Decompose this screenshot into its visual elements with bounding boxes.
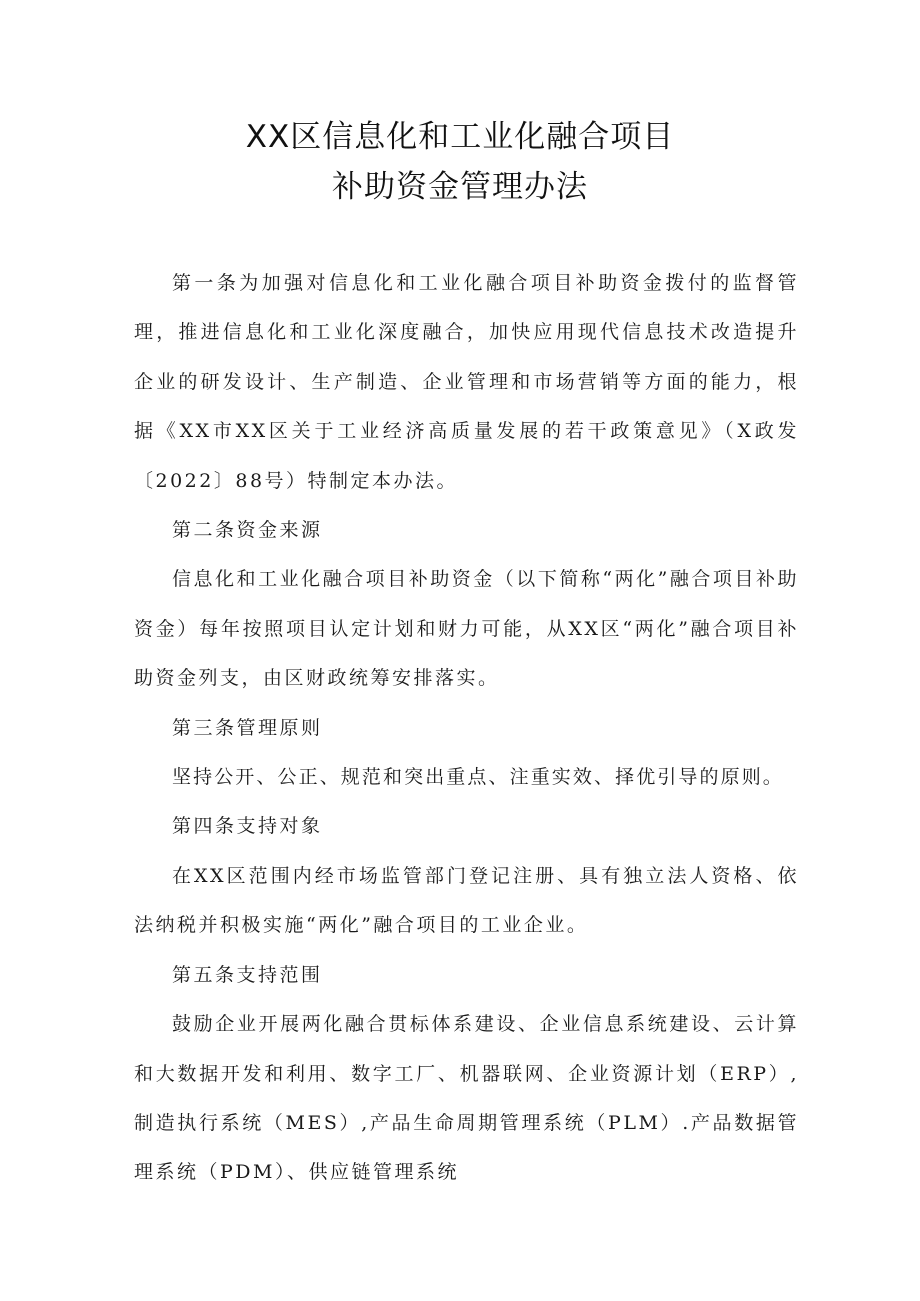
article-5-heading: 第五条支持范围 (172, 963, 323, 986)
document-body (134, 259, 799, 1198)
article-1-text: 第一条为加强对信息化和工业化融合项目补助资金拨付的监督管理，推进信息化和工业化深度融合，加快应用现代信息技术改造提升企业的研发设计、生产制造、企业管理和市场营销等方面的能力，根据《XX市XX区关于工业经济高质量发展的若干政策意见》（X政发〔2022〕88号）特制定本办法。 (134, 272, 799, 492)
article-2-heading: 第二条资金来源 (172, 519, 323, 542)
article-3-text: 坚持公开、公正、规范和突出重点、注重实效、择优引导的原则。 (172, 766, 784, 789)
title-line-1: XX区信息化和工业化融合项目 (245, 119, 675, 155)
article-3-heading: 第三条管理原则 (172, 716, 323, 739)
article-2-text: 信息化和工业化融合项目补助资金（以下简称“两化”融合项目补助资金）每年按照项目认定计划和财力可能，从XX区“两化”融合项目补助资金列支，由区财政统筹安排落实。 (134, 568, 799, 690)
article-4-text: 在XX区范围内经市场监管部门登记注册、具有独立法人资格、依法纳税并积极实施“两化”融合项目的工业企业。 (134, 864, 799, 937)
article-4-heading: 第四条支持对象 (172, 815, 323, 838)
title-line-2: 补助资金管理办法 (332, 169, 588, 205)
article-5-text: 鼓励企业开展两化融合贯标体系建设、企业信息系统建设、云计算和大数据开发和利用、数字工厂、机器联网、企业资源计划（ERP）,制造执行系统（MES）,产品生命周期管理系统（PLM）.产品数据管理系统（PDM）、供应链管理系统 (134, 1013, 799, 1184)
document-title (0, 112, 920, 212)
